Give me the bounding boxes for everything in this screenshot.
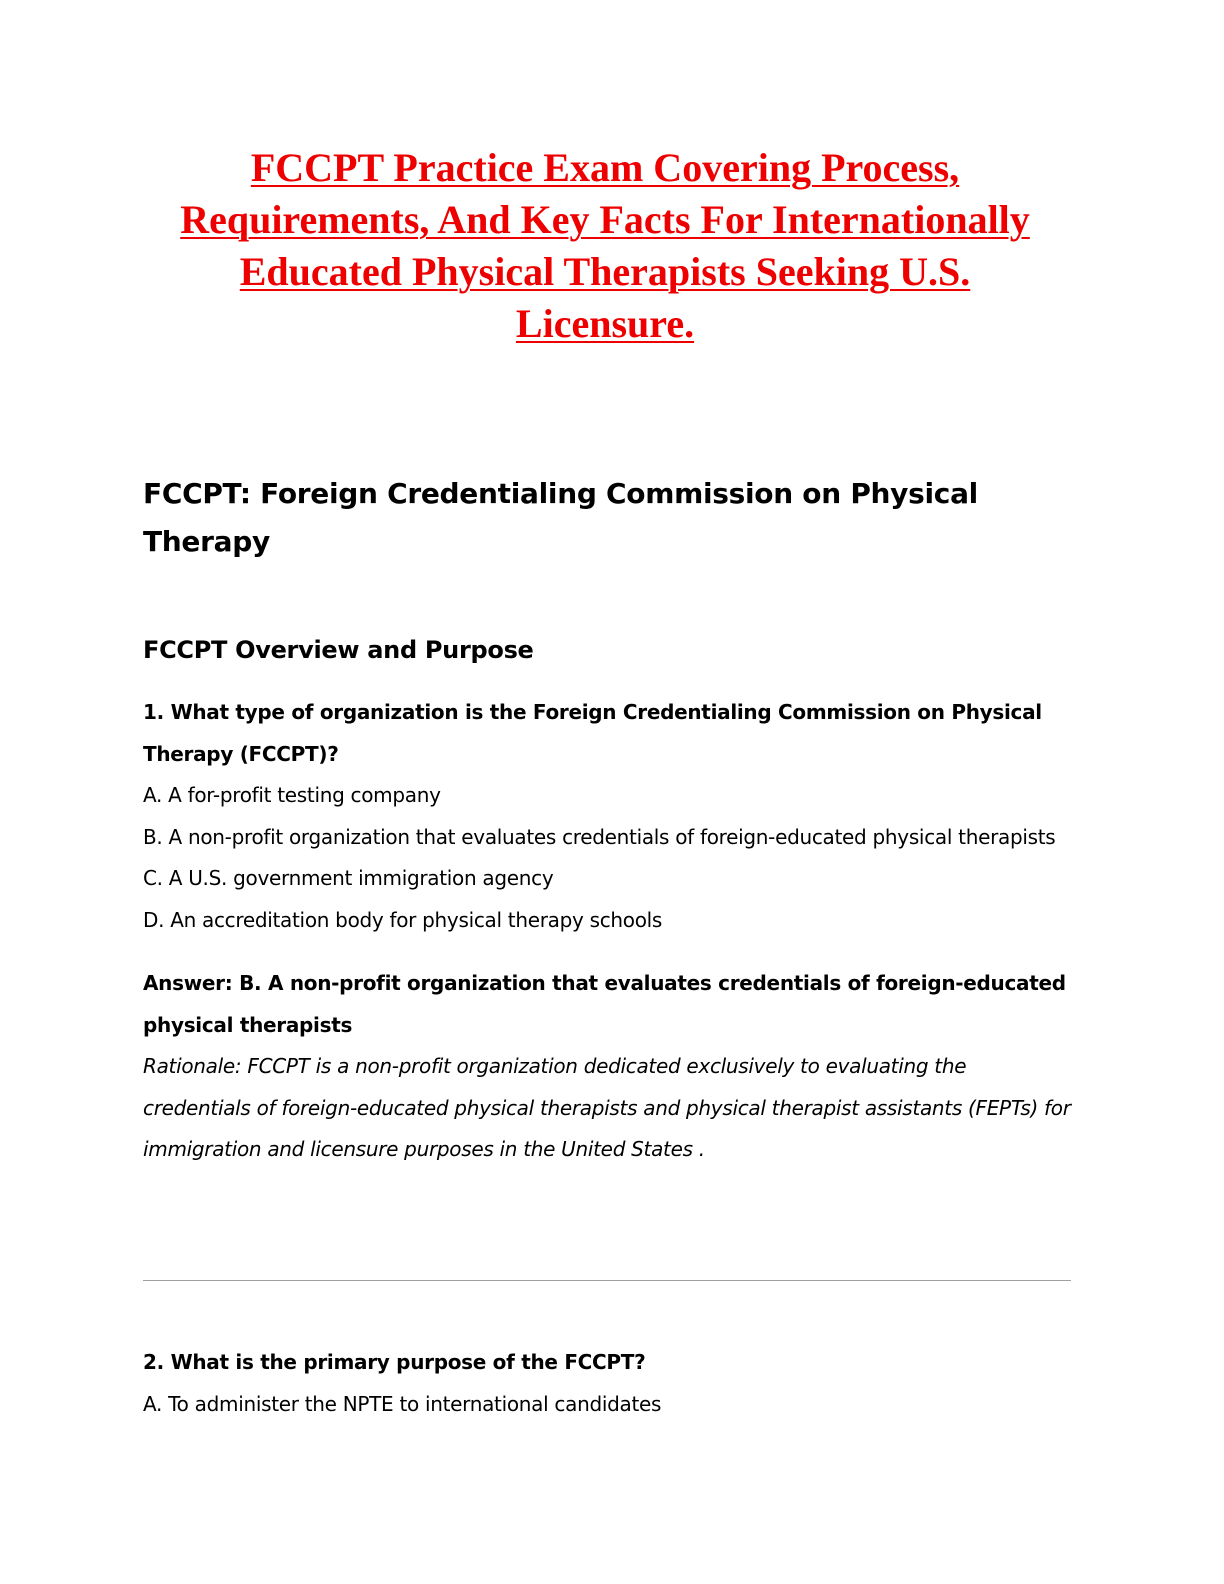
section-divider bbox=[143, 1280, 1071, 1281]
question-section bbox=[143, 470, 1078, 1171]
question-text: 2. What is the primary purpose of the FCCPT? bbox=[143, 1350, 646, 1374]
question-1 bbox=[143, 692, 1078, 1171]
section-heading: FCCPT: Foreign Credentialing Commission on Physical Therapy bbox=[143, 477, 978, 558]
option-c: C. A U.S. government immigration agency bbox=[143, 866, 554, 890]
option-a: A. To administer the NPTE to international candidates bbox=[143, 1391, 662, 1416]
rationale-text: Rationale: FCCPT is a non-profit organization dedicated exclusively to evaluating the credentials of foreign-educated physical therapists and physical therapist assistants (FEPTs) for immigration and licensure purposes in the United States . bbox=[143, 1054, 1071, 1161]
option-b: B. A non-profit organization that evaluates credentials of foreign-educated physical therapists bbox=[143, 824, 1056, 849]
question-2 bbox=[143, 1342, 1078, 1425]
document-title: FCCPT Practice Exam Covering Process, Requirements, And Key Facts For Internationally Educated Physical Therapists Seeking U.S. Licensure. bbox=[180, 145, 1030, 346]
option-d: D. An accreditation body for physical therapy schools bbox=[143, 907, 663, 932]
subsection-heading: FCCPT Overview and Purpose bbox=[143, 636, 534, 664]
answer-text: Answer: B. A non-profit organization that evaluates credentials of foreign-educated physical therapists bbox=[143, 971, 1066, 1037]
option-a: A. A for-profit testing company bbox=[143, 783, 441, 807]
question-text: 1. What type of organization is the Foreign Credentialing Commission on Physical Therapy (FCCPT)? bbox=[143, 700, 1042, 766]
